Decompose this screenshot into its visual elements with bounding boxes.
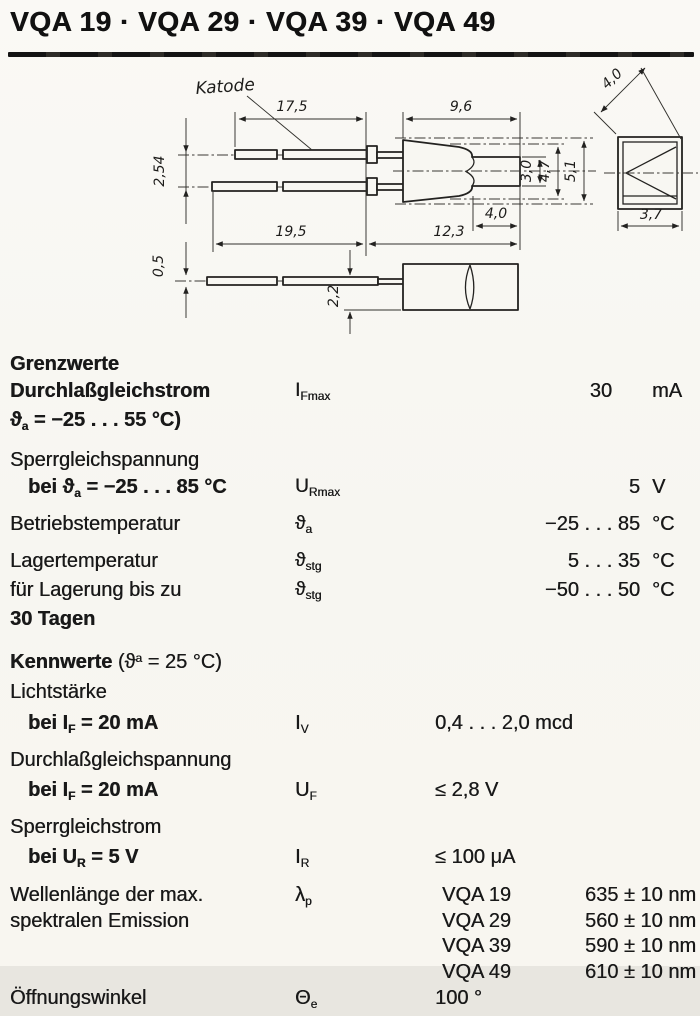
storage-temp-30d-label: für Lagerung bis zu: [10, 579, 182, 601]
forward-current-value: 30: [589, 380, 612, 402]
reverse-current-symbol: [295, 845, 435, 875]
dimension-drawing: [0, 62, 700, 354]
symbol-sub: F: [309, 789, 317, 803]
variant-name: VQA 19: [442, 884, 511, 906]
kennwerte-heading: [10, 646, 696, 674]
symbol-sub: stg: [305, 588, 322, 602]
operating-temp-symbol: [295, 512, 435, 541]
wavelength-variant-values: [552, 883, 696, 985]
variant-value: 590 ± 10 nm: [584, 935, 696, 957]
dim-19-5: [213, 192, 363, 252]
dim-4-0-front: [594, 66, 681, 139]
svg-text:17,5: 17,5: [276, 99, 308, 115]
storage-temp-30d-label2: 30 Tagen: [10, 608, 96, 630]
storage-temp-unit: °C: [652, 550, 675, 572]
condition-sub: a: [21, 419, 29, 433]
condition-pre: bei I: [28, 712, 69, 734]
reverse-current-section: Sperrgleichstrom: [10, 816, 162, 838]
grenzwerte-heading: Grenzwerte: [10, 353, 119, 375]
dim-4-7: [537, 147, 558, 196]
dim-4-0-tip: [473, 196, 517, 231]
svg-text:19,5: 19,5: [275, 224, 307, 240]
storage-temp-symbol: [295, 549, 435, 578]
symbol-sub: a: [305, 522, 313, 536]
symbol-sub: R: [300, 856, 310, 870]
svg-text:4,0: 4,0: [484, 206, 508, 222]
svg-text:9,6: 9,6: [449, 99, 473, 115]
luminous-intensity-section: Lichtstärke: [10, 681, 107, 703]
row-reverse-voltage: [10, 475, 696, 505]
variant-name: VQA 29: [442, 909, 511, 932]
reverse-current-value: ≤ 100 μA: [435, 846, 516, 868]
symbol-sub: Fmax: [300, 389, 331, 403]
symbol-main: I: [295, 380, 301, 401]
reverse-voltage-unit: V: [652, 476, 666, 498]
condition-pre: bei U: [28, 846, 77, 868]
row-storage-temp: [10, 549, 696, 578]
condition-pre: bei ϑ: [28, 476, 75, 498]
symbol-main: ϑ: [295, 550, 306, 571]
row-forward-voltage: [10, 778, 696, 808]
svg-text:4,0: 4,0: [598, 65, 626, 93]
row-storage-temp-30d: [10, 578, 696, 607]
lead-bottom-view: [207, 277, 404, 285]
variant-name: VQA 39: [442, 935, 511, 957]
aperture-angle-label: Öffnungswinkel: [10, 987, 147, 1009]
symbol-sub: p: [305, 894, 312, 908]
operating-temp-unit: °C: [652, 513, 675, 535]
operating-temp-value: −25 . . . 85: [544, 513, 640, 535]
page-title: VQA 19 · VQA 29 · VQA 39 · VQA 49: [10, 6, 496, 37]
forward-voltage-section: Durchlaßgleichspannung: [10, 749, 232, 771]
storage-temp-30d-symbol: [295, 578, 435, 607]
reverse-voltage-value: 5: [628, 476, 640, 498]
variant-value: 560 ± 10 nm: [584, 909, 696, 932]
dim-0-5: [151, 242, 186, 318]
symbol-sub: V: [300, 722, 309, 736]
symbol-main: I: [295, 712, 301, 734]
reverse-current-condition: [10, 845, 295, 875]
condition-sub: F: [68, 789, 76, 803]
svg-text:3,7: 3,7: [639, 207, 663, 223]
storage-temp-label: Lagertemperatur: [10, 550, 158, 572]
wavelength-variant-names: [442, 883, 552, 985]
led-body-bottom-view: [403, 264, 518, 310]
aperture-angle-value: 100 °: [435, 987, 482, 1009]
condition-post: = −25 . . . 55 °C): [28, 409, 181, 431]
kennwerte-heading-text: Kennwerte: [10, 651, 113, 673]
condition-post: = 20 mA: [75, 712, 159, 734]
forward-current-unit: mA: [652, 380, 682, 402]
row-operating-temp: [10, 512, 696, 541]
condition-sub: a: [74, 486, 81, 500]
symbol-main: U: [295, 476, 309, 497]
kennwerte-condition: [118, 651, 222, 673]
symbol-sub: stg: [305, 559, 322, 573]
reverse-voltage-condition: [10, 475, 295, 505]
reverse-voltage-section: Sperrgleichspannung: [10, 449, 200, 471]
cathode-lead-side: [235, 146, 404, 163]
row-aperture-angle: [10, 986, 696, 1016]
condition-sub: R: [76, 856, 86, 870]
symbol-main: ϑ: [295, 579, 306, 600]
variant-value: 635 ± 10 nm: [584, 884, 696, 906]
wavelength-symbol: [295, 883, 442, 985]
wavelength-label-line1: Wellenlänge der max.: [10, 884, 204, 906]
forward-current-condition: [10, 408, 295, 438]
svg-text:2,54: 2,54: [152, 155, 168, 187]
condition-post: = 25 °C): [142, 651, 222, 673]
symbol-main: Θ: [295, 987, 311, 1009]
luminous-intensity-value: 0,4 . . . 2,0 mcd: [435, 712, 573, 734]
wavelength-label: [10, 883, 295, 985]
symbol-main: U: [295, 779, 310, 801]
katode-label: Katode: [194, 74, 256, 99]
variant-value: 610 ± 10 nm: [584, 960, 696, 983]
wavelength-label-line2: spektralen Emission: [10, 909, 189, 932]
symbol-main: λ: [295, 884, 305, 906]
svg-text:3,0: 3,0: [519, 159, 535, 183]
condition-pre: bei I: [28, 779, 69, 801]
symbol-main: I: [295, 846, 301, 868]
symbol-sub: e: [310, 997, 318, 1011]
condition-pre: (ϑ: [117, 651, 136, 673]
symbol-sub: Rmax: [308, 485, 341, 499]
symbol-main: ϑ: [295, 513, 306, 534]
forward-voltage-symbol: [295, 778, 435, 808]
svg-text:5,1: 5,1: [563, 159, 579, 183]
svg-text:0,5: 0,5: [151, 254, 167, 278]
condition-sup: a: [135, 651, 143, 665]
spec-tables: [10, 352, 696, 1016]
dim-5-1: [563, 141, 584, 201]
dim-2-2: [326, 250, 401, 334]
variant-name: VQA 49: [442, 960, 511, 983]
storage-temp-value: 5 . . . 35: [567, 550, 640, 572]
condition-pre: ϑ: [10, 409, 22, 431]
row-wavelength: [10, 883, 696, 985]
condition-post: = 5 V: [85, 846, 139, 868]
dim-12-3: [369, 224, 517, 244]
storage-temp-30d-value: −50 . . . 50: [544, 579, 640, 601]
dim-2-54: [152, 118, 186, 224]
row-reverse-current: [10, 845, 696, 875]
row-luminous-intensity: [10, 711, 696, 741]
luminous-intensity-condition: [10, 711, 295, 741]
svg-text:2,2: 2,2: [326, 284, 342, 308]
forward-current-symbol: [295, 379, 435, 408]
row-forward-current-condition: [10, 408, 696, 438]
operating-temp-label: Betriebstemperatur: [10, 513, 181, 535]
forward-voltage-condition: [10, 778, 295, 808]
row-forward-current: [10, 379, 696, 408]
forward-current-label: [10, 379, 295, 408]
svg-text:4,7: 4,7: [537, 159, 553, 183]
aperture-angle-symbol: [295, 986, 435, 1016]
anode-lead-side: [212, 178, 404, 195]
svg-text:12,3: 12,3: [433, 224, 465, 240]
title-rule: [8, 52, 694, 57]
condition-post: = 20 mA: [75, 779, 159, 801]
storage-temp-30d-unit: °C: [652, 579, 675, 601]
label-text: Durchlaßgleichstrom: [10, 380, 211, 402]
forward-voltage-value: ≤ 2,8 V: [435, 779, 499, 801]
dim-3-7: [618, 207, 682, 231]
condition-sub: F: [68, 722, 76, 736]
condition-post: = −25 . . . 85 °C: [80, 476, 227, 498]
reverse-voltage-symbol: [295, 475, 435, 505]
luminous-intensity-symbol: [295, 711, 435, 741]
